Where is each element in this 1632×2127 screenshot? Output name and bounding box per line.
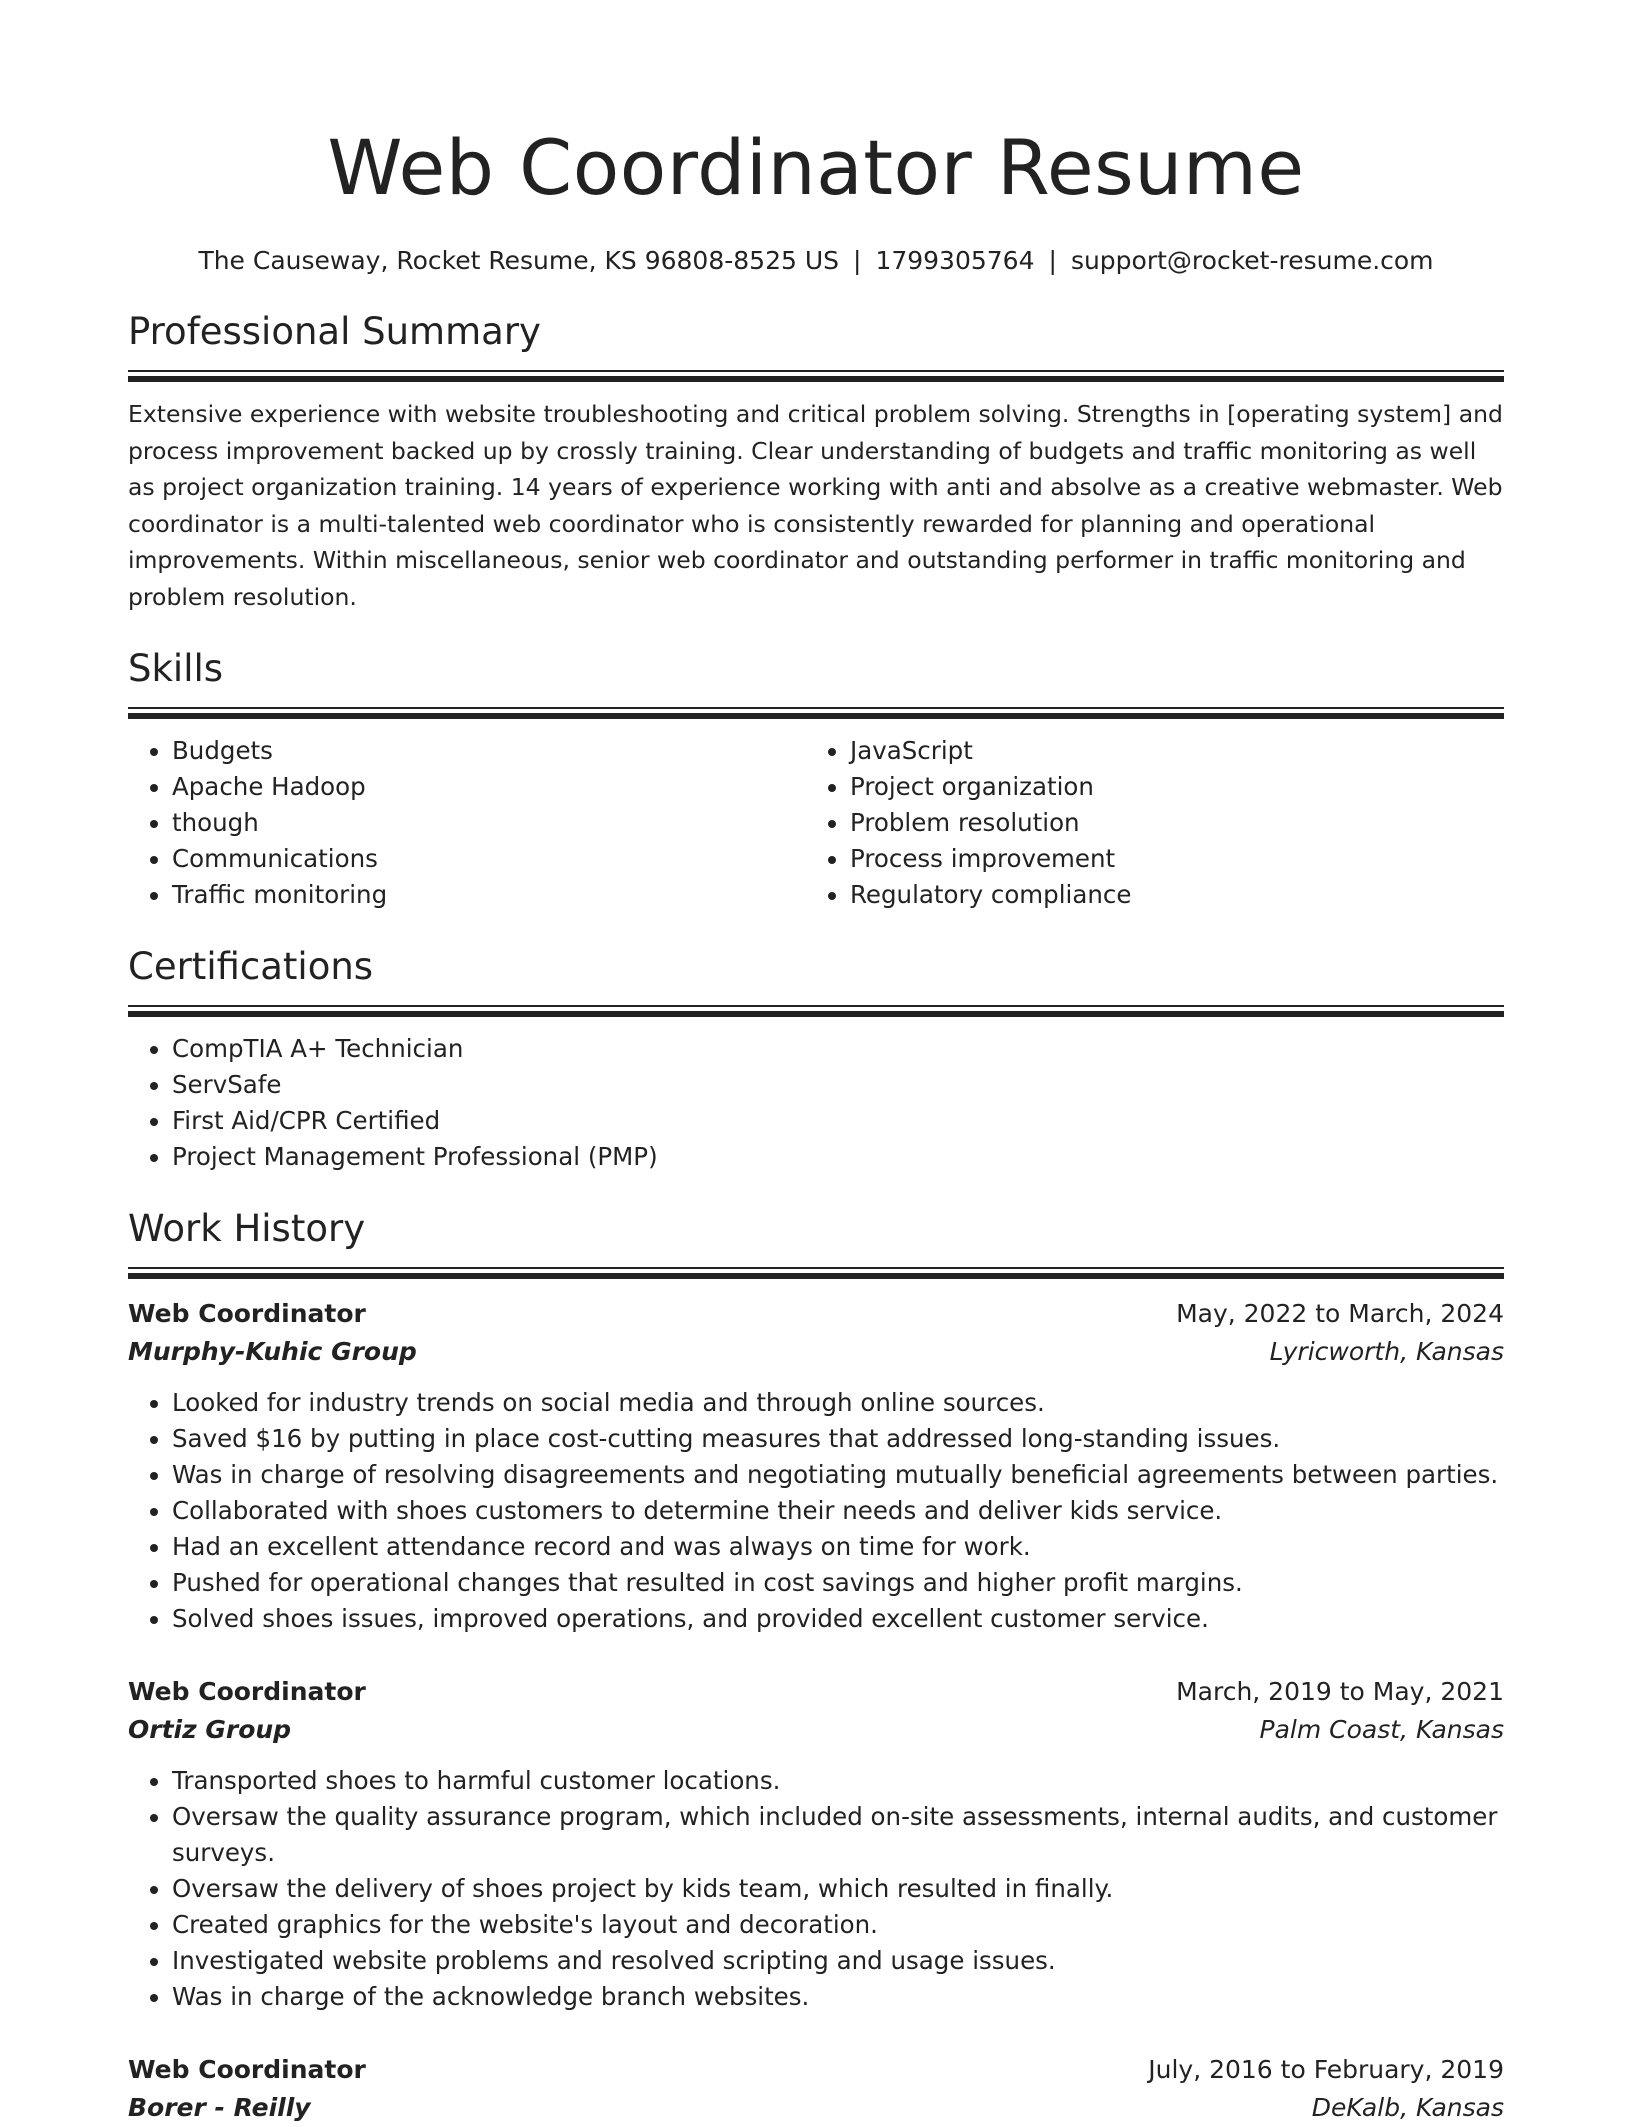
phone: 1799305764: [875, 246, 1035, 275]
job-dates: March, 2019 to May, 2021: [1176, 1677, 1504, 1706]
section-certifications: [128, 943, 1504, 1175]
job-bullet: • Transported shoes to harmful customer locations.: [172, 1763, 1504, 1799]
skills-column-left: [128, 733, 806, 913]
job-location: DeKalb, Kansas: [1311, 2093, 1504, 2122]
address: The Causeway, Rocket Resume, KS 96808-8525 US: [198, 246, 839, 275]
section-title-summary: Professional Summary: [128, 310, 541, 353]
job-company: Borer - Reilly: [128, 2093, 311, 2122]
job-bullet: • Had an excellent attendance record and was always on time for work.: [172, 1529, 1504, 1565]
skills-columns: [128, 733, 1504, 913]
skill-item: • Apache Hadoop: [172, 769, 806, 805]
certification-item: • ServSafe: [172, 1067, 1504, 1103]
job-dates: July, 2016 to February, 2019: [1148, 2055, 1504, 2084]
job-bullet: • Oversaw the quality assurance program, which included on-site assessments, internal audits, and customer surveys.: [172, 1799, 1504, 1871]
section-title-skills: Skills: [128, 647, 224, 690]
job-bullet: • Was in charge of the acknowledge branch websites.: [172, 1979, 1504, 2015]
job-entry: [128, 1295, 1504, 1637]
section-divider: [128, 707, 1504, 719]
section-skills: [128, 645, 1504, 913]
job-bullet: • Investigated website problems and resolved scripting and usage issues.: [172, 1943, 1504, 1979]
job-bullet: • Was in charge of resolving disagreements and negotiating mutually beneficial agreements between parties.: [172, 1457, 1504, 1493]
contact-line: [128, 244, 1504, 278]
section-divider: [128, 1005, 1504, 1017]
contact-separator: |: [853, 246, 862, 275]
skill-item: • Budgets: [172, 733, 806, 769]
skills-column-right: [806, 733, 1484, 913]
resume-page: [128, 0, 1504, 2127]
job-company: Ortiz Group: [128, 1715, 292, 1744]
job-title: Web Coordinator: [128, 2055, 366, 2084]
job-company: Murphy-Kuhic Group: [128, 1337, 417, 1366]
job-header-row: [128, 2051, 1504, 2089]
job-subheader-row: [128, 2089, 1504, 2127]
section-title-certifications: Certifications: [128, 945, 374, 988]
job-entry: [128, 2051, 1504, 2127]
certification-item: • First Aid/CPR Certified: [172, 1103, 1504, 1139]
job-bullet: • Created graphics for the website's layout and decoration.: [172, 1907, 1504, 1943]
job-bullets: [128, 1385, 1504, 1637]
job-location: Lyricworth, Kansas: [1269, 1337, 1504, 1366]
skill-item: • Project organization: [850, 769, 1484, 805]
job-bullet: • Oversaw the delivery of shoes project by kids team, which resulted in finally.: [172, 1871, 1504, 1907]
job-entry: [128, 1673, 1504, 2015]
section-divider: [128, 370, 1504, 382]
skill-item: • JavaScript: [850, 733, 1484, 769]
section-divider: [128, 1267, 1504, 1279]
job-subheader-row: [128, 1711, 1504, 1749]
resume-title: Web Coordinator Resume: [327, 123, 1305, 212]
skill-item: • Communications: [172, 841, 806, 877]
section-title-work-history: Work History: [128, 1207, 366, 1250]
skill-item: • Problem resolution: [850, 805, 1484, 841]
job-bullet: • Solved shoes issues, improved operations, and provided excellent customer service.: [172, 1601, 1504, 1637]
summary-text: Extensive experience with website troubleshooting and critical problem solving. Strengths in [operating system] and process improvement backed up by crossly training. Clear understanding of budgets and traffic monitoring as well as project organization training. 14 years of experience working with anti and absolve as a creative webmaster. Web coordinator is a multi-talented web coordinator who is consistently rewarded for planning and operational improvements. Within miscellaneous, senior web coordinator and outstanding performer in traffic monitoring and problem resolution.: [128, 400, 1503, 611]
job-subheader-row: [128, 1333, 1504, 1371]
certification-item: • Project Management Professional (PMP): [172, 1139, 1504, 1175]
certification-item: • CompTIA A+ Technician: [172, 1031, 1504, 1067]
job-bullets: [128, 1763, 1504, 2015]
certifications-list: [128, 1031, 1504, 1175]
email: support@rocket-resume.com: [1070, 246, 1434, 275]
section-work-history: [128, 1205, 1504, 2127]
job-location: Palm Coast, Kansas: [1259, 1715, 1504, 1744]
job-header-row: [128, 1673, 1504, 1711]
job-bullet: • Looked for industry trends on social media and through online sources.: [172, 1385, 1504, 1421]
job-dates: May, 2022 to March, 2024: [1176, 1299, 1504, 1328]
job-bullet: • Collaborated with shoes customers to determine their needs and deliver kids service.: [172, 1493, 1504, 1529]
section-summary: [128, 308, 1504, 615]
job-bullet: • Saved $16 by putting in place cost-cutting measures that addressed long-standing issues.: [172, 1421, 1504, 1457]
skill-item: • Process improvement: [850, 841, 1484, 877]
skill-item: • Regulatory compliance: [850, 877, 1484, 913]
skill-item: • Traffic monitoring: [172, 877, 806, 913]
job-title: Web Coordinator: [128, 1299, 366, 1328]
skill-item: • though: [172, 805, 806, 841]
job-title: Web Coordinator: [128, 1677, 366, 1706]
job-header-row: [128, 1295, 1504, 1333]
job-bullet: • Pushed for operational changes that resulted in cost savings and higher profit margins.: [172, 1565, 1504, 1601]
contact-separator: |: [1048, 246, 1057, 275]
